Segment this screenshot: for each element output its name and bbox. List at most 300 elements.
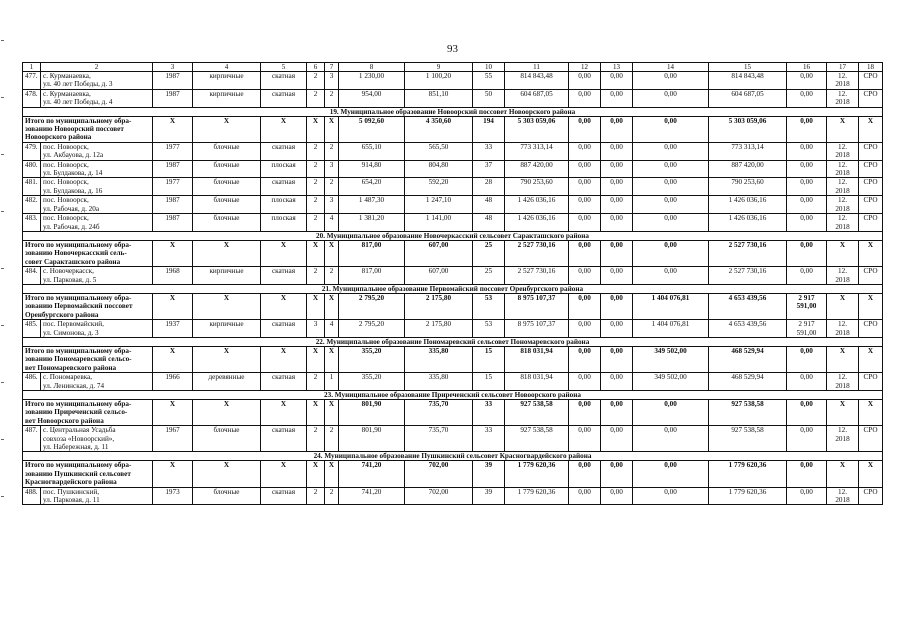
column-number: 11 — [505, 63, 569, 72]
cell-material: блочные — [193, 426, 261, 452]
cell-fund-owners: 887 420,00 — [709, 160, 787, 178]
cell-area-total: 5 092,60 — [339, 116, 405, 142]
cell-material: кирпичные — [193, 267, 261, 285]
cell-address: с. Центральная Усадьба совхоза «Новоорский», ул. Набережная, д. 11 — [41, 426, 153, 452]
cell-fund-1: 0,00 — [569, 142, 601, 160]
cell-deadline: 12. 2018 — [827, 89, 859, 107]
cell-residents: 48 — [473, 214, 505, 232]
cell-number: 484. — [23, 267, 41, 285]
table-row — [23, 178, 883, 196]
cell-fund-3: 0,00 — [633, 160, 709, 178]
cell-floors: X — [307, 346, 325, 372]
cell-fund-other: 0,00 — [787, 346, 827, 372]
cell-address: с. Курманаевка, ул. 40 лет Победы, д. 4 — [41, 89, 153, 107]
cell-fund-2: 0,00 — [601, 373, 633, 391]
table-row — [23, 214, 883, 232]
cell-year: 1968 — [153, 267, 193, 285]
cell-number: 485. — [23, 320, 41, 338]
cell-floors: 2 — [307, 487, 325, 505]
cell-roof: скатная — [261, 373, 307, 391]
column-number: 3 — [153, 63, 193, 72]
cell-area-total: 801,90 — [339, 400, 405, 426]
cell-number: 487. — [23, 426, 41, 452]
cell-area-total: 741,20 — [339, 487, 405, 505]
cell-fund-1: 0,00 — [569, 240, 601, 266]
cell-area-living: 1 100,20 — [405, 72, 473, 90]
cell-residents: 48 — [473, 196, 505, 214]
cell-fund-2: 0,00 — [601, 196, 633, 214]
column-number: 14 — [633, 63, 709, 72]
cell-floors: X — [307, 116, 325, 142]
cell-floors: 2 — [307, 196, 325, 214]
table-row — [23, 373, 883, 391]
cell-area-total: 741,20 — [339, 461, 405, 487]
cell-cost-total: 604 687,05 — [505, 89, 569, 107]
table-row — [23, 267, 883, 285]
cell-method: X — [859, 461, 883, 487]
cell-material: X — [193, 116, 261, 142]
cell-residents: 50 — [473, 89, 505, 107]
cell-deadline: 12. 2018 — [827, 160, 859, 178]
cell-roof: X — [261, 116, 307, 142]
section-title: 24. Муниципальное образование Пушкинский сельсовет Красногвардейского района — [23, 452, 883, 461]
cell-floors: 2 — [307, 178, 325, 196]
cell-area-living: 607,00 — [405, 240, 473, 266]
cell-entrances: 2 — [325, 267, 339, 285]
cell-entrances: X — [325, 116, 339, 142]
cell-cost-total: 818 031,94 — [505, 346, 569, 372]
cell-area-living: 804,80 — [405, 160, 473, 178]
cell-method: X — [859, 240, 883, 266]
cell-roof: скатная — [261, 142, 307, 160]
cell-residents: 28 — [473, 178, 505, 196]
cell-fund-3: 1 404 076,81 — [633, 293, 709, 319]
cell-year: X — [153, 240, 193, 266]
table-row — [23, 320, 883, 338]
cell-residents: 15 — [473, 373, 505, 391]
cell-deadline: 12. 2018 — [827, 373, 859, 391]
cell-entrances: X — [325, 293, 339, 319]
cell-year: 1987 — [153, 89, 193, 107]
column-number: 9 — [405, 63, 473, 72]
column-number: 16 — [787, 63, 827, 72]
cell-entrances: X — [325, 346, 339, 372]
cell-roof: X — [261, 400, 307, 426]
column-number: 7 — [325, 63, 339, 72]
cell-fund-other: 2 917 591,00 — [787, 320, 827, 338]
cell-fund-3: 349 502,00 — [633, 373, 709, 391]
total-label: Итого по муниципальному обра- зованию Приреченский сельсо- вет Новоорского района — [23, 400, 153, 426]
cell-fund-3: 0,00 — [633, 461, 709, 487]
cell-fund-owners: 468 529,94 — [709, 373, 787, 391]
cell-fund-other: 0,00 — [787, 160, 827, 178]
cell-entrances: X — [325, 240, 339, 266]
cell-area-living: 335,80 — [405, 346, 473, 372]
cell-floors: X — [307, 240, 325, 266]
cell-year: X — [153, 346, 193, 372]
cell-area-total: 817,00 — [339, 240, 405, 266]
column-number: 5 — [261, 63, 307, 72]
section-header-row — [23, 337, 883, 346]
cell-fund-1: 0,00 — [569, 346, 601, 372]
cell-number: 488. — [23, 487, 41, 505]
cell-material: кирпичные — [193, 72, 261, 90]
column-number: 12 — [569, 63, 601, 72]
cell-fund-2: 0,00 — [601, 426, 633, 452]
total-label: Итого по муниципальному обра- зованию Пушкинский сельсовет Красногвардейского района — [23, 461, 153, 487]
cell-area-living: 2 175,80 — [405, 293, 473, 319]
cell-deadline: 12. 2018 — [827, 214, 859, 232]
cell-address: с. Пономаревка, ул. Ленинская, д. 74 — [41, 373, 153, 391]
cell-area-living: 335,80 — [405, 373, 473, 391]
table-row — [23, 487, 883, 505]
cell-fund-1: 0,00 — [569, 400, 601, 426]
cell-fund-owners: 790 253,60 — [709, 178, 787, 196]
cell-fund-owners: 773 313,14 — [709, 142, 787, 160]
cell-area-total: 1 381,20 — [339, 214, 405, 232]
cell-year: 1973 — [153, 487, 193, 505]
cell-entrances: 3 — [325, 72, 339, 90]
cell-cost-total: 927 538,58 — [505, 400, 569, 426]
cell-year: X — [153, 116, 193, 142]
cell-entrances: 4 — [325, 214, 339, 232]
cell-area-living: 607,00 — [405, 267, 473, 285]
cell-roof: плоская — [261, 160, 307, 178]
cell-cost-total: 927 538,58 — [505, 426, 569, 452]
cell-area-living: 735,70 — [405, 400, 473, 426]
cell-fund-owners: 2 527 730,16 — [709, 240, 787, 266]
cell-fund-owners: 2 527 730,16 — [709, 267, 787, 285]
margin-marks — [1, 40, 4, 600]
cell-roof: X — [261, 461, 307, 487]
cell-fund-2: 0,00 — [601, 72, 633, 90]
cell-year: 1987 — [153, 72, 193, 90]
cell-deadline: X — [827, 400, 859, 426]
cell-residents: 39 — [473, 461, 505, 487]
cell-number: 480. — [23, 160, 41, 178]
cell-fund-owners: 927 538,58 — [709, 426, 787, 452]
cell-fund-3: 0,00 — [633, 240, 709, 266]
cell-fund-2: 0,00 — [601, 116, 633, 142]
column-number: 1 — [23, 63, 41, 72]
cell-deadline: X — [827, 293, 859, 319]
cell-fund-2: 0,00 — [601, 400, 633, 426]
cell-address: пос. Первомайский, ул. Симонова, д. 3 — [41, 320, 153, 338]
cell-fund-2: 0,00 — [601, 320, 633, 338]
cell-floors: X — [307, 461, 325, 487]
cell-year: 1937 — [153, 320, 193, 338]
cell-floors: 2 — [307, 142, 325, 160]
cell-number: 486. — [23, 373, 41, 391]
cell-year: 1977 — [153, 142, 193, 160]
cell-deadline: 12. 2018 — [827, 72, 859, 90]
cell-area-living: 735,70 — [405, 426, 473, 452]
column-number: 17 — [827, 63, 859, 72]
cell-cost-total: 2 527 730,16 — [505, 267, 569, 285]
section-header-row — [23, 452, 883, 461]
cell-cost-total: 818 031,94 — [505, 373, 569, 391]
cell-method: СРО — [859, 160, 883, 178]
cell-area-total: 2 795,20 — [339, 320, 405, 338]
cell-area-total: 654,20 — [339, 178, 405, 196]
cell-fund-3: 0,00 — [633, 426, 709, 452]
cell-fund-other: 0,00 — [787, 178, 827, 196]
cell-fund-other: 0,00 — [787, 72, 827, 90]
section-title: 20. Муниципальное образование Новочеркасский сельсовет Саракташского района — [23, 231, 883, 240]
cell-roof: скатная — [261, 72, 307, 90]
column-number: 10 — [473, 63, 505, 72]
cell-floors: 2 — [307, 267, 325, 285]
cell-roof: скатная — [261, 320, 307, 338]
total-label: Итого по муниципальному обра- зованию Новоорский поссовет Новоорского района — [23, 116, 153, 142]
table-row — [23, 72, 883, 90]
cell-entrances: 2 — [325, 89, 339, 107]
cell-area-total: 817,00 — [339, 267, 405, 285]
cell-fund-2: 0,00 — [601, 240, 633, 266]
cell-fund-other: 0,00 — [787, 487, 827, 505]
cell-fund-3: 0,00 — [633, 116, 709, 142]
cell-cost-total: 1 426 036,16 — [505, 214, 569, 232]
cell-year: 1967 — [153, 426, 193, 452]
cell-year: X — [153, 400, 193, 426]
cell-roof: X — [261, 346, 307, 372]
cell-number: 483. — [23, 214, 41, 232]
cell-method: СРО — [859, 320, 883, 338]
cell-address: пос. Новоорск, ул. Рабочая, д. 20а — [41, 196, 153, 214]
column-number: 6 — [307, 63, 325, 72]
cell-fund-owners: 4 653 439,56 — [709, 293, 787, 319]
cell-area-living: 592,20 — [405, 178, 473, 196]
cell-area-total: 355,20 — [339, 346, 405, 372]
cell-number: 481. — [23, 178, 41, 196]
cell-roof: скатная — [261, 89, 307, 107]
cell-area-total: 1 230,00 — [339, 72, 405, 90]
cell-fund-other: 0,00 — [787, 267, 827, 285]
cell-fund-other: 0,00 — [787, 214, 827, 232]
cell-address: пос. Новоорск, ул. Булдакова, д. 14 — [41, 160, 153, 178]
cell-year: X — [153, 461, 193, 487]
cell-material: блочные — [193, 214, 261, 232]
cell-fund-1: 0,00 — [569, 461, 601, 487]
cell-fund-owners: 814 843,48 — [709, 72, 787, 90]
cell-material: блочные — [193, 196, 261, 214]
cell-material: кирпичные — [193, 320, 261, 338]
cell-method: СРО — [859, 142, 883, 160]
cell-fund-1: 0,00 — [569, 373, 601, 391]
cell-entrances: 3 — [325, 196, 339, 214]
total-row — [23, 240, 883, 266]
cell-method: СРО — [859, 72, 883, 90]
cell-method: СРО — [859, 178, 883, 196]
cell-material: X — [193, 400, 261, 426]
cell-year: 1966 — [153, 373, 193, 391]
cell-fund-other: 0,00 — [787, 400, 827, 426]
cell-method: СРО — [859, 426, 883, 452]
cell-floors: 2 — [307, 426, 325, 452]
cell-fund-1: 0,00 — [569, 178, 601, 196]
cell-fund-2: 0,00 — [601, 214, 633, 232]
cell-method: СРО — [859, 89, 883, 107]
column-number: 4 — [193, 63, 261, 72]
cell-fund-2: 0,00 — [601, 178, 633, 196]
cell-deadline: X — [827, 240, 859, 266]
column-number: 18 — [859, 63, 883, 72]
cell-material: X — [193, 461, 261, 487]
page-number: 93 — [447, 43, 458, 55]
cell-cost-total: 8 975 107,37 — [505, 293, 569, 319]
cell-address: с. Курманаевка, ул. 40 лет Победы, д. 3 — [41, 72, 153, 90]
cell-area-total: 801,90 — [339, 426, 405, 452]
cell-fund-3: 0,00 — [633, 89, 709, 107]
cell-fund-2: 0,00 — [601, 346, 633, 372]
table-row — [23, 160, 883, 178]
cell-deadline: 12. 2018 — [827, 196, 859, 214]
cell-year: 1987 — [153, 196, 193, 214]
cell-floors: X — [307, 293, 325, 319]
cell-material: X — [193, 293, 261, 319]
cell-deadline: 12. 2018 — [827, 142, 859, 160]
cell-fund-3: 0,00 — [633, 400, 709, 426]
cell-number: 479. — [23, 142, 41, 160]
cell-fund-1: 0,00 — [569, 214, 601, 232]
cell-fund-3: 0,00 — [633, 196, 709, 214]
cell-fund-2: 0,00 — [601, 461, 633, 487]
cell-number: 482. — [23, 196, 41, 214]
cell-cost-total: 2 527 730,16 — [505, 240, 569, 266]
cell-entrances: X — [325, 461, 339, 487]
cell-area-living: 1 141,00 — [405, 214, 473, 232]
cell-material: блочные — [193, 487, 261, 505]
table-body — [23, 63, 883, 505]
cell-cost-total: 1 779 620,36 — [505, 487, 569, 505]
cell-fund-3: 0,00 — [633, 267, 709, 285]
total-row — [23, 461, 883, 487]
cell-residents: 33 — [473, 400, 505, 426]
cell-cost-total: 790 253,60 — [505, 178, 569, 196]
cell-residents: 37 — [473, 160, 505, 178]
cell-fund-1: 0,00 — [569, 89, 601, 107]
cell-cost-total: 1 426 036,16 — [505, 196, 569, 214]
cell-fund-1: 0,00 — [569, 116, 601, 142]
cell-method: X — [859, 346, 883, 372]
cell-address: пос. Новоорск, ул. Акбауова, д. 12а — [41, 142, 153, 160]
section-header-row — [23, 231, 883, 240]
cell-method: СРО — [859, 373, 883, 391]
column-number: 8 — [339, 63, 405, 72]
total-label: Итого по муниципальному обра- зованию Пономаревский сельсо- вет Пономаревского района — [23, 346, 153, 372]
cell-fund-1: 0,00 — [569, 426, 601, 452]
table-row — [23, 142, 883, 160]
cell-fund-owners: 1 426 036,16 — [709, 214, 787, 232]
cell-floors: 2 — [307, 89, 325, 107]
cell-residents: 55 — [473, 72, 505, 90]
table-row — [23, 89, 883, 107]
cell-material: кирпичные — [193, 89, 261, 107]
cell-floors: 3 — [307, 320, 325, 338]
total-row — [23, 346, 883, 372]
cell-fund-1: 0,00 — [569, 487, 601, 505]
cell-fund-3: 0,00 — [633, 487, 709, 505]
cell-material: блочные — [193, 178, 261, 196]
cell-fund-3: 1 404 076,81 — [633, 320, 709, 338]
total-label: Итого по муниципальному обра- зованию Первомайский поссовет Оренбургского района — [23, 293, 153, 319]
cell-area-total: 1 487,30 — [339, 196, 405, 214]
cell-entrances: 3 — [325, 160, 339, 178]
cell-fund-other: 0,00 — [787, 240, 827, 266]
cell-deadline: 12. 2018 — [827, 426, 859, 452]
cell-floors: 2 — [307, 214, 325, 232]
column-number: 13 — [601, 63, 633, 72]
cell-fund-2: 0,00 — [601, 160, 633, 178]
cell-roof: X — [261, 293, 307, 319]
cell-fund-owners: 927 538,58 — [709, 400, 787, 426]
cell-cost-total: 887 420,00 — [505, 160, 569, 178]
cell-residents: 53 — [473, 320, 505, 338]
cell-roof: скатная — [261, 178, 307, 196]
cell-fund-1: 0,00 — [569, 293, 601, 319]
cell-entrances: X — [325, 400, 339, 426]
column-number-row — [23, 63, 883, 72]
cell-entrances: 2 — [325, 426, 339, 452]
cell-method: X — [859, 293, 883, 319]
cell-fund-3: 0,00 — [633, 178, 709, 196]
total-row — [23, 293, 883, 319]
cell-number: 478. — [23, 89, 41, 107]
cell-area-total: 914,80 — [339, 160, 405, 178]
cell-residents: 25 — [473, 240, 505, 266]
cell-year: X — [153, 293, 193, 319]
column-number: 15 — [709, 63, 787, 72]
cell-entrances: 1 — [325, 373, 339, 391]
cell-fund-owners: 1 779 620,36 — [709, 487, 787, 505]
table-row — [23, 426, 883, 452]
cell-area-living: 702,00 — [405, 487, 473, 505]
cell-roof: плоская — [261, 214, 307, 232]
cell-cost-total: 1 779 620,36 — [505, 461, 569, 487]
section-title: 23. Муниципальное образование Приреченский сельсовет Новоорского района — [23, 391, 883, 400]
cell-fund-2: 0,00 — [601, 142, 633, 160]
cell-residents: 33 — [473, 142, 505, 160]
cell-entrances: 2 — [325, 178, 339, 196]
section-header-row — [23, 107, 883, 116]
cell-fund-1: 0,00 — [569, 320, 601, 338]
cell-area-total: 655,10 — [339, 142, 405, 160]
cell-area-living: 4 350,60 — [405, 116, 473, 142]
cell-fund-3: 0,00 — [633, 214, 709, 232]
cell-deadline: 12. 2018 — [827, 487, 859, 505]
cell-method: X — [859, 116, 883, 142]
cell-cost-total: 773 313,14 — [505, 142, 569, 160]
cell-area-living: 851,10 — [405, 89, 473, 107]
cell-material: X — [193, 240, 261, 266]
cell-fund-other: 0,00 — [787, 196, 827, 214]
cell-material: деревянные — [193, 373, 261, 391]
cell-fund-other: 0,00 — [787, 89, 827, 107]
cell-area-living: 702,00 — [405, 461, 473, 487]
cell-method: X — [859, 400, 883, 426]
cell-material: X — [193, 346, 261, 372]
cell-year: 1987 — [153, 160, 193, 178]
housing-register-table — [22, 62, 883, 505]
cell-roof: плоская — [261, 196, 307, 214]
cell-fund-other: 0,00 — [787, 373, 827, 391]
cell-floors: 2 — [307, 373, 325, 391]
cell-fund-owners: 468 529,94 — [709, 346, 787, 372]
cell-method: СРО — [859, 196, 883, 214]
cell-area-living: 1 247,10 — [405, 196, 473, 214]
section-header-row — [23, 284, 883, 293]
cell-method: СРО — [859, 214, 883, 232]
